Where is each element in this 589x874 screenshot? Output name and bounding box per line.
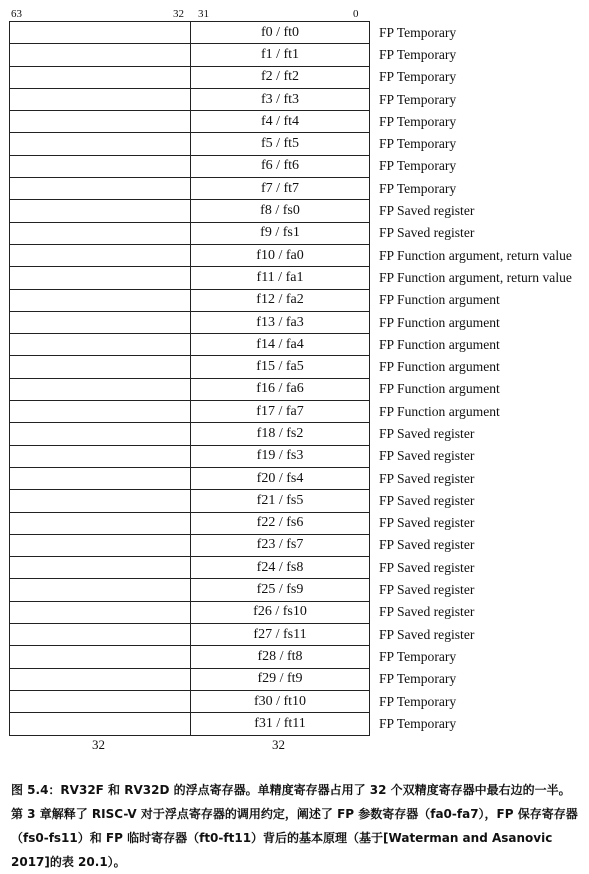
register-row bbox=[10, 133, 573, 155]
register-row bbox=[10, 244, 573, 266]
register-name: f1 / ft1 bbox=[191, 44, 370, 66]
register-description: FP Temporary bbox=[379, 113, 457, 129]
register-name: f27 / fs11 bbox=[191, 624, 370, 646]
register-row bbox=[10, 534, 573, 556]
bit-label-31: 31 bbox=[198, 8, 209, 20]
register-row bbox=[10, 490, 573, 512]
register-row bbox=[10, 267, 573, 289]
upper-half-cell bbox=[10, 579, 191, 601]
register-name: f5 / ft5 bbox=[191, 133, 370, 155]
upper-half-cell bbox=[10, 378, 191, 400]
upper-half-cell bbox=[10, 601, 191, 623]
register-description: FP Saved register bbox=[379, 559, 475, 575]
bit-label-32: 32 bbox=[173, 8, 184, 20]
register-description: FP Temporary bbox=[379, 180, 457, 196]
register-row bbox=[10, 401, 573, 423]
upper-half-cell bbox=[10, 22, 191, 44]
register-name: f21 / fs5 bbox=[191, 490, 370, 512]
register-description: FP Temporary bbox=[379, 91, 457, 107]
upper-half-cell bbox=[10, 44, 191, 66]
register-row bbox=[10, 423, 573, 445]
upper-half-cell bbox=[10, 111, 191, 133]
upper-half-cell bbox=[10, 222, 191, 244]
upper-half-cell bbox=[10, 334, 191, 356]
figure-caption: 图 5.4：RV32F 和 RV32D 的浮点寄存器。单精度寄存器占用了 32 个双精度寄存器中最右边的一半。第 3 章解释了 RISC-V 对于浮点寄存器的调用约定，阐述了 FP 参数寄存器（fa0-fa7），FP 保存寄存器（fs0-fs11）和 FP 临时寄存器（ft0-ft11）背后的基本原理（基于[Waterman and Asanovic 2017]的表 20.1）。 bbox=[11, 783, 578, 869]
register-name: f9 / fs1 bbox=[191, 222, 370, 244]
register-name: f15 / fa5 bbox=[191, 356, 370, 378]
register-row bbox=[10, 311, 573, 333]
register-row bbox=[10, 66, 573, 88]
upper-half-cell bbox=[10, 690, 191, 712]
register-description: FP Saved register bbox=[379, 626, 475, 642]
register-table-body bbox=[10, 22, 573, 736]
upper-half-cell bbox=[10, 668, 191, 690]
register-description: FP Saved register bbox=[379, 515, 475, 531]
left-width-label: 32 bbox=[92, 737, 105, 752]
upper-half-cell bbox=[10, 133, 191, 155]
upper-half-cell bbox=[10, 289, 191, 311]
register-name: f7 / ft7 bbox=[191, 178, 370, 200]
upper-half-cell bbox=[10, 311, 191, 333]
register-name: f2 / ft2 bbox=[191, 66, 370, 88]
register-row bbox=[10, 690, 573, 712]
register-row bbox=[10, 289, 573, 311]
upper-half-cell bbox=[10, 356, 191, 378]
register-name: f31 / ft11 bbox=[191, 713, 370, 735]
register-name: f25 / fs9 bbox=[191, 579, 370, 601]
register-table bbox=[9, 21, 573, 736]
upper-half-cell bbox=[10, 200, 191, 222]
register-row bbox=[10, 467, 573, 489]
register-name: f14 / fa4 bbox=[191, 334, 370, 356]
upper-half-cell bbox=[10, 467, 191, 489]
register-name: f8 / fs0 bbox=[191, 200, 370, 222]
register-description: FP Temporary bbox=[379, 46, 457, 62]
upper-half-cell bbox=[10, 401, 191, 423]
register-row bbox=[10, 378, 573, 400]
register-row bbox=[10, 111, 573, 133]
right-width-label: 32 bbox=[272, 737, 285, 752]
upper-half-cell bbox=[10, 512, 191, 534]
register-description: FP Saved register bbox=[379, 425, 475, 441]
register-name: f26 / fs10 bbox=[191, 601, 370, 623]
register-row bbox=[10, 222, 573, 244]
register-row bbox=[10, 44, 573, 66]
upper-half-cell bbox=[10, 557, 191, 579]
register-description: FP Saved register bbox=[379, 537, 475, 553]
register-name: f17 / fa7 bbox=[191, 401, 370, 423]
register-description: FP Function argument bbox=[379, 403, 500, 419]
register-description: FP Temporary bbox=[379, 136, 457, 152]
register-description: FP Temporary bbox=[379, 671, 457, 687]
register-row bbox=[10, 200, 573, 222]
register-description: FP Temporary bbox=[379, 648, 457, 664]
register-name: f6 / ft6 bbox=[191, 155, 370, 177]
register-row bbox=[10, 668, 573, 690]
register-description: FP Saved register bbox=[379, 203, 475, 219]
register-description: FP Saved register bbox=[379, 470, 475, 486]
register-name: f4 / ft4 bbox=[191, 111, 370, 133]
upper-half-cell bbox=[10, 244, 191, 266]
register-description: FP Function argument, return value bbox=[379, 247, 572, 263]
upper-half-cell bbox=[10, 155, 191, 177]
upper-half-cell bbox=[10, 88, 191, 110]
register-row bbox=[10, 579, 573, 601]
register-name: f23 / fs7 bbox=[191, 534, 370, 556]
register-name: f24 / fs8 bbox=[191, 557, 370, 579]
register-description: FP Function argument bbox=[379, 314, 500, 330]
register-row bbox=[10, 356, 573, 378]
upper-half-cell bbox=[10, 534, 191, 556]
upper-half-cell bbox=[10, 624, 191, 646]
register-name: f19 / fs3 bbox=[191, 445, 370, 467]
register-name: f3 / ft3 bbox=[191, 88, 370, 110]
register-description: FP Saved register bbox=[379, 225, 475, 241]
register-row bbox=[10, 155, 573, 177]
register-row bbox=[10, 557, 573, 579]
register-description: FP Temporary bbox=[379, 693, 457, 709]
register-description: FP Function argument bbox=[379, 292, 500, 308]
register-description: FP Temporary bbox=[379, 158, 457, 174]
upper-half-cell bbox=[10, 423, 191, 445]
register-name: f30 / ft10 bbox=[191, 690, 370, 712]
register-name: f29 / ft9 bbox=[191, 668, 370, 690]
register-description: FP Function argument bbox=[379, 381, 500, 397]
register-name: f11 / fa1 bbox=[191, 267, 370, 289]
register-row bbox=[10, 624, 573, 646]
register-row bbox=[10, 334, 573, 356]
register-row bbox=[10, 646, 573, 668]
register-description: FP Temporary bbox=[379, 69, 457, 85]
register-row bbox=[10, 445, 573, 467]
register-name: f22 / fs6 bbox=[191, 512, 370, 534]
register-row bbox=[10, 512, 573, 534]
register-row bbox=[10, 713, 573, 735]
upper-half-cell bbox=[10, 490, 191, 512]
register-description: FP Function argument bbox=[379, 359, 500, 375]
upper-half-cell bbox=[10, 713, 191, 735]
register-name: f16 / fa6 bbox=[191, 378, 370, 400]
upper-half-cell bbox=[10, 178, 191, 200]
register-row bbox=[10, 178, 573, 200]
register-name: f10 / fa0 bbox=[191, 244, 370, 266]
register-name: f12 / fa2 bbox=[191, 289, 370, 311]
register-name: f0 / ft0 bbox=[191, 22, 370, 44]
upper-half-cell bbox=[10, 267, 191, 289]
bit-label-63: 63 bbox=[11, 8, 22, 20]
register-description: FP Saved register bbox=[379, 582, 475, 598]
register-row bbox=[10, 601, 573, 623]
register-description: FP Temporary bbox=[379, 715, 457, 731]
register-description: FP Temporary bbox=[379, 24, 457, 40]
bit-label-0: 0 bbox=[353, 8, 359, 20]
register-name: f13 / fa3 bbox=[191, 311, 370, 333]
register-row bbox=[10, 22, 573, 44]
upper-half-cell bbox=[10, 66, 191, 88]
upper-half-cell bbox=[10, 445, 191, 467]
register-name: f20 / fs4 bbox=[191, 467, 370, 489]
register-description: FP Function argument bbox=[379, 336, 500, 352]
register-row bbox=[10, 88, 573, 110]
upper-half-cell bbox=[10, 646, 191, 668]
register-description: FP Saved register bbox=[379, 448, 475, 464]
register-name: f28 / ft8 bbox=[191, 646, 370, 668]
register-description: FP Function argument, return value bbox=[379, 269, 572, 285]
register-description: FP Saved register bbox=[379, 492, 475, 508]
register-name: f18 / fs2 bbox=[191, 423, 370, 445]
register-description: FP Saved register bbox=[379, 604, 475, 620]
